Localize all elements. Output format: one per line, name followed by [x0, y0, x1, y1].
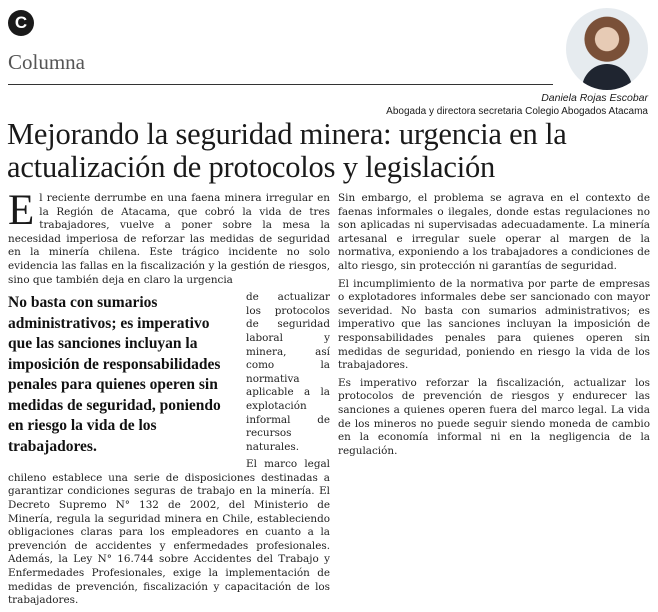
paragraph-3: Sin embargo, el problema se agrava en el contexto de faenas informales o ilegales, donde estas regulaciones no son aplicadas ni supervisadas adecuadamente. La minería artesanal e irregular suele operar al margen de la normativa, exponiendo a los trabajadores a condiciones de alto riesgo, sin protección ni garantías de seguridad. [338, 192, 650, 272]
author-photo-shirt [582, 64, 632, 90]
lead-continuation: de actualizar los protocolos de seguridad laboral y minera, así como la normativa aplicable a la explotación informal de recursos naturales. [246, 291, 330, 453]
drop-cap: E [8, 187, 35, 234]
article-headline: Mejorando la seguridad minera: urgencia en la actualización de protocolos y legislación [7, 117, 567, 184]
article-column-2 [338, 192, 650, 462]
header-divider [8, 84, 553, 85]
paragraph-4: El incumplimiento de la normativa por parte de empresas o explotadores informales debe ser sancionado con mayor severidad. No basta con sumarios administrativos; es imperativo que las sanciones incluyan la imposición de responsabilidades penales para quienes operen sin medidas de seguridad, poniendo en riesgo la vida de los trabajadores. [338, 277, 650, 372]
author-photo [566, 8, 648, 90]
author-name: Daniela Rojas Escobar [541, 92, 648, 104]
lead-paragraph [8, 187, 330, 287]
author-role: Abogada y directora secretaria Colegio Abogados Atacama [386, 106, 648, 117]
article-column-1 [8, 187, 330, 612]
pull-quote: No basta con sumarios administrativos; es imperativo que las sanciones incluyan la imposición de responsabilidades penales para quienes operen sin medidas de seguridad, poniendo en riesgo la vida de los trabajadores. [8, 294, 221, 455]
paragraph-5: Es imperativo reforzar la fiscalización, actualizar los protocolos de prevención de riesgos y endurecer las sanciones a quienes operen fuera del marco legal. La vida de los mineros no puede seguir siendo moneda de cambio en la economía informal ni en la negligencia de la regulación. [338, 376, 650, 457]
paragraph-2: El marco legal chileno establece una serie de disposiciones destinadas a garantizar condiciones seguras de trabajo en la minería. El Decreto Supremo N° 132 de 2002, del Ministerio de Minería, regula la seguridad minera en Chile, estableciendo obligaciones claras para los empleadores en cuanto a la prevención de accidentes y enfermedades profesionales. Además, la Ley N° 16.744 sobre Accidentes del Trabajo y Enfermedades Profesionales, exige la implementación de medidas de prevención, fiscalización y capacitación de los trabajadores. [8, 458, 330, 607]
section-badge: C [8, 10, 34, 36]
section-label: Columna [8, 50, 85, 74]
lead-text: l reciente derrumbe en una faena minera irregular en la Región de Atacama, que cobró la vida de tres trabajadores, vuelve a poner sobre la mesa la necesidad imperiosa de reforzar las medidas de seguridad en la minería chilena. Este trágico incidente no solo evidencia las fallas en la fiscalización y la gestión de riesgos, sino que también deja en claro la urgencia [8, 192, 330, 286]
